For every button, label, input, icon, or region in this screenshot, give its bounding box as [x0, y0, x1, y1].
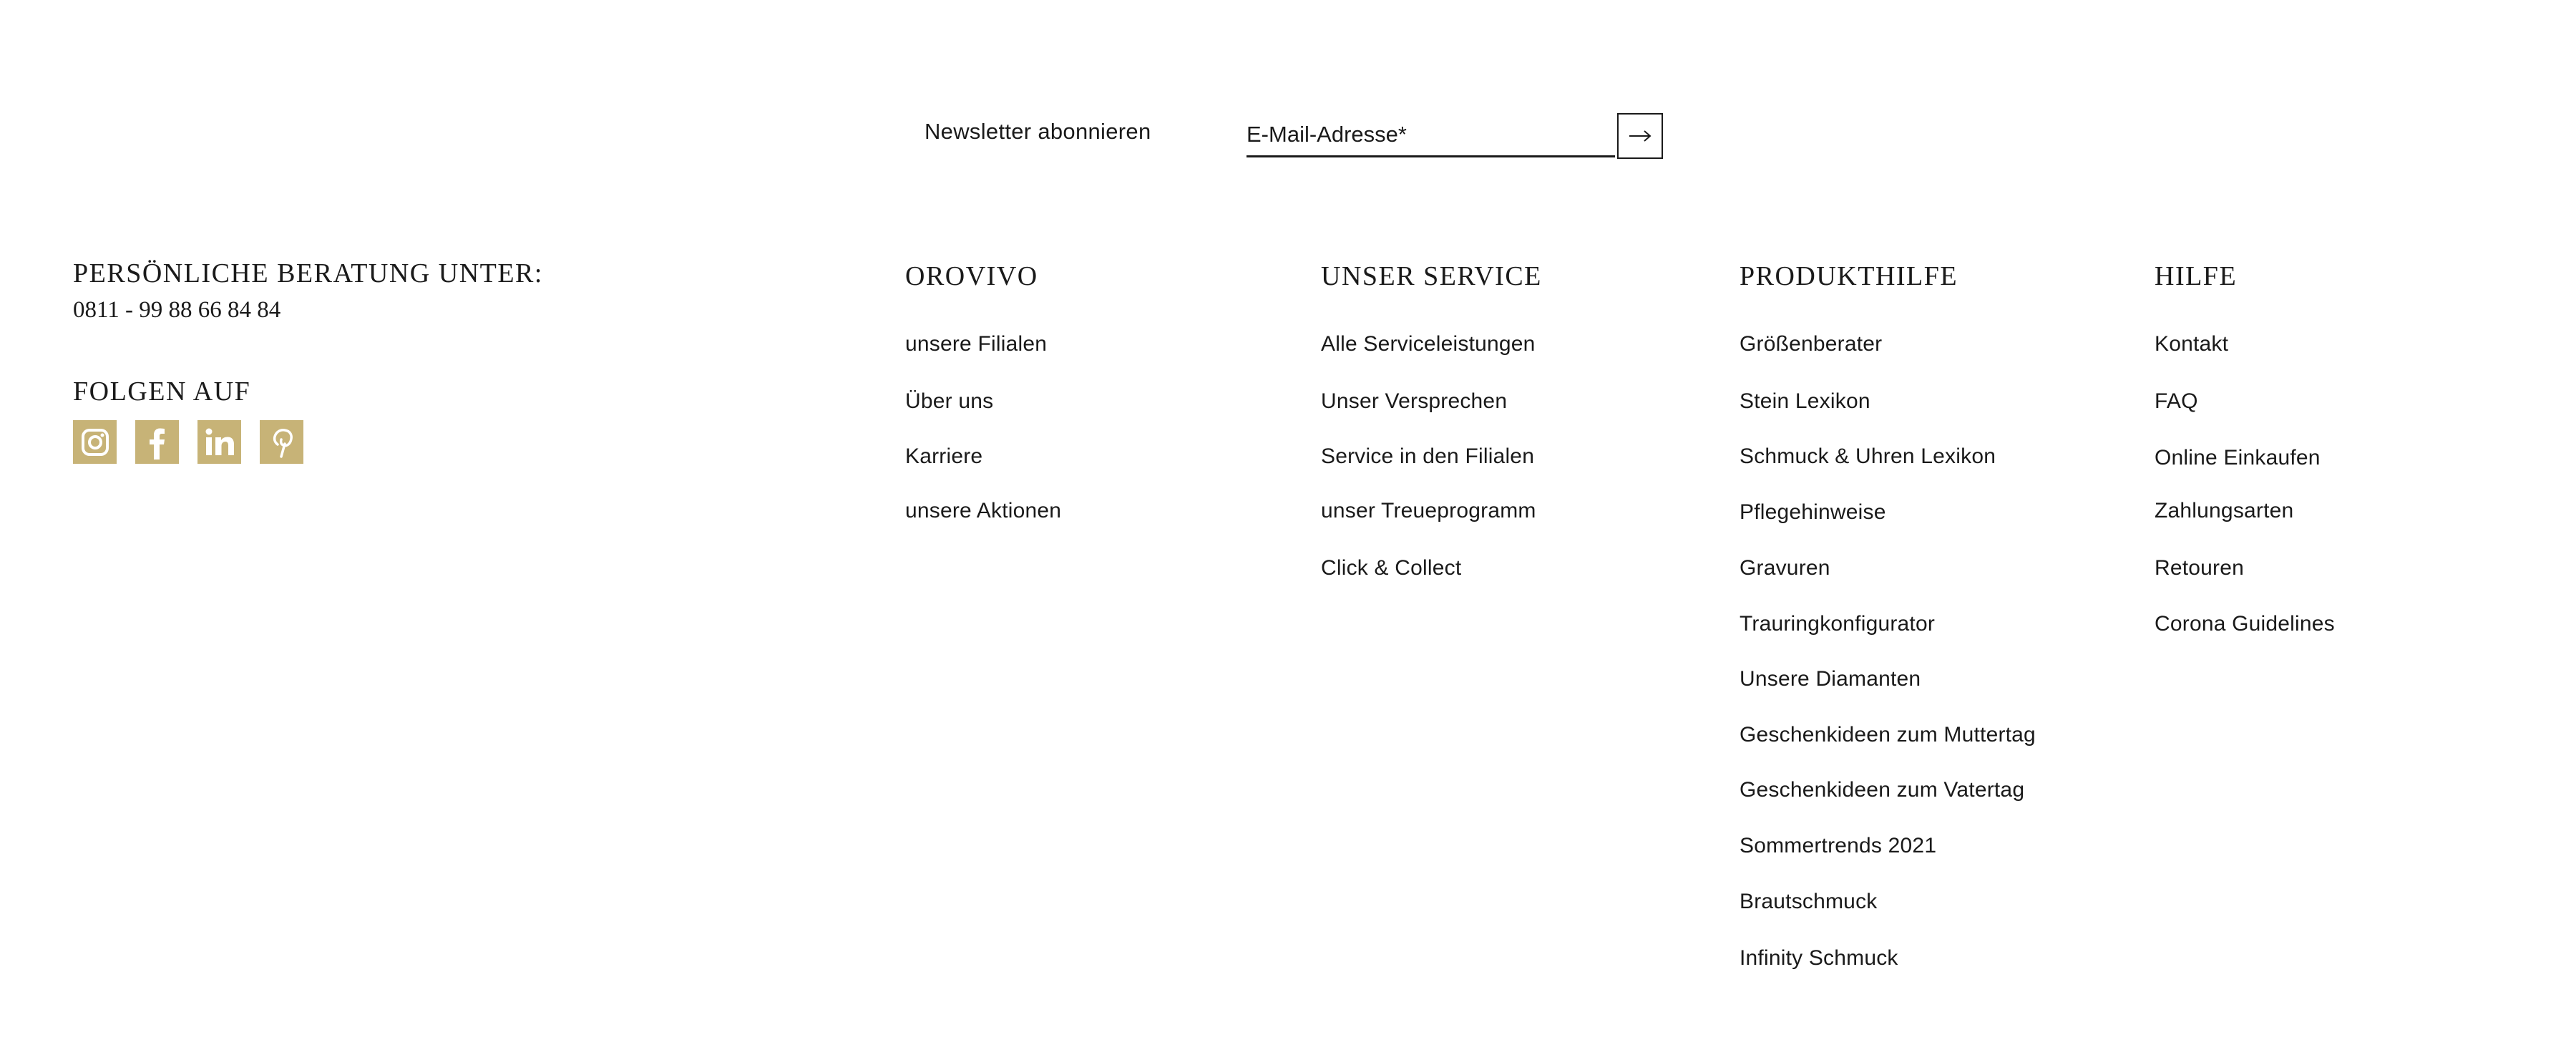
footer-link[interactable]: Trauringkonfigurator	[1740, 612, 1936, 636]
footer-link[interactable]: Über uns	[905, 389, 994, 413]
consultation-heading: PERSÖNLICHE BERATUNG UNTER:	[73, 258, 543, 288]
footer-link[interactable]: unser Treueprogramm	[1321, 499, 1536, 522]
footer-link[interactable]: Corona Guidelines	[2155, 612, 2335, 636]
newsletter-submit-button[interactable]	[1617, 113, 1663, 159]
pinterest-link[interactable]	[260, 420, 303, 464]
footer-link[interactable]: Karriere	[905, 444, 983, 468]
footer-link[interactable]: unsere Filialen	[905, 332, 1048, 356]
footer-link[interactable]: Unser Versprechen	[1321, 389, 1508, 413]
email-input[interactable]	[1246, 113, 1615, 157]
pinterest-icon	[266, 425, 298, 460]
footer-link[interactable]: Brautschmuck	[1740, 890, 1878, 913]
follow-heading: FOLGEN AUF	[73, 376, 251, 407]
linkedin-link[interactable]	[197, 420, 241, 464]
instagram-icon	[79, 427, 111, 458]
footer-link[interactable]: Schmuck & Uhren Lexikon	[1740, 444, 1996, 468]
footer-link[interactable]: Service in den Filialen	[1321, 444, 1535, 468]
footer-link[interactable]: Gravuren	[1740, 556, 1830, 580]
newsletter-label: Newsletter abonnieren	[924, 119, 1151, 144]
footer-link[interactable]: Alle Serviceleistungen	[1321, 332, 1536, 356]
newsletter-form	[1246, 113, 1664, 160]
footer-link[interactable]: Retouren	[2155, 556, 2245, 580]
footer-link[interactable]: Zahlungsarten	[2155, 499, 2294, 522]
facebook-icon	[142, 425, 173, 460]
column-title: PRODUKTHILFE	[1740, 261, 1958, 291]
footer-link[interactable]: Click & Collect	[1321, 556, 1462, 580]
footer-link[interactable]: unsere Aktionen	[905, 499, 1062, 522]
instagram-link[interactable]	[73, 420, 117, 464]
arrow-right-icon	[1628, 129, 1652, 143]
column-title: HILFE	[2155, 261, 2238, 291]
footer-link[interactable]: Pflegehinweise	[1740, 500, 1886, 524]
footer-link[interactable]: Online Einkaufen	[2155, 446, 2321, 470]
footer-link[interactable]: FAQ	[2155, 389, 2198, 413]
column-title: UNSER SERVICE	[1321, 261, 1542, 291]
footer-link[interactable]: Stein Lexikon	[1740, 389, 1870, 413]
footer-link[interactable]: Geschenkideen zum Muttertag	[1740, 723, 2036, 747]
footer-link[interactable]: Kontakt	[2155, 332, 2229, 356]
footer-link[interactable]: Infinity Schmuck	[1740, 946, 1898, 970]
footer-link[interactable]: Sommertrends 2021	[1740, 834, 1937, 857]
footer-link[interactable]: Unsere Diamanten	[1740, 667, 1921, 691]
column-title: OROVIVO	[905, 261, 1038, 291]
social-links	[73, 420, 303, 464]
facebook-link[interactable]	[135, 420, 179, 464]
footer-link[interactable]: Geschenkideen zum Vatertag	[1740, 778, 2025, 802]
linkedin-icon	[203, 427, 236, 458]
footer-link[interactable]: Größenberater	[1740, 332, 1883, 356]
phone-number[interactable]: 0811 - 99 88 66 84 84	[73, 297, 281, 323]
